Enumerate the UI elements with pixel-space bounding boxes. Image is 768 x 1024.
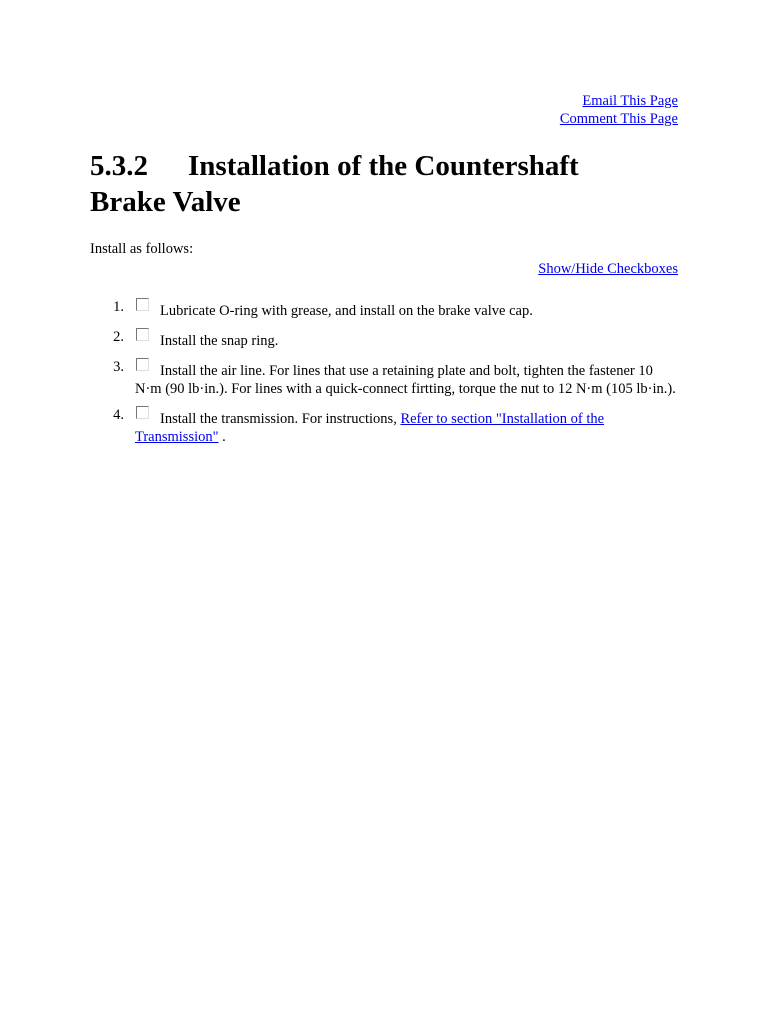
- installation-of-transmission-link[interactable]: Refer to section "Installation of the Transmission": [135, 411, 605, 445]
- step-text: Lubricate O-ring with grease, and install on the brake valve cap.: [160, 303, 533, 319]
- step-text: Install the snap ring.: [160, 333, 279, 349]
- section-title-line2: Brake Valve: [90, 186, 241, 218]
- step-number: 1.: [113, 299, 124, 315]
- email-page-link[interactable]: Email This Page: [582, 93, 678, 109]
- step-checkbox[interactable]: [136, 328, 149, 341]
- step-text: Install the air line. For lines that use a retaining plate and bolt, tighten the fastener 10 N·m (90 lb·in.). For lines with a quick-connect firtting, torque the nut to 12 N·m (105 lb·in.).: [135, 363, 676, 397]
- section-number: 5.3.2: [90, 150, 148, 182]
- list-item: [90, 328, 678, 350]
- comment-page-link[interactable]: Comment This Page: [559, 111, 678, 127]
- show-hide-checkboxes-link[interactable]: Show/Hide Checkboxes: [538, 261, 678, 277]
- step-checkbox[interactable]: [136, 406, 149, 419]
- step-checkbox[interactable]: [136, 298, 149, 311]
- step-text-after: .: [218, 429, 226, 445]
- step-checkbox[interactable]: [136, 358, 149, 371]
- list-item: [90, 358, 678, 398]
- show-hide-row: [90, 260, 678, 278]
- step-number: 4.: [113, 407, 124, 423]
- step-text: Install the transmission. For instructions,: [160, 411, 401, 427]
- section-title-line1: Installation of the Countershaft: [188, 150, 579, 182]
- list-item: [90, 298, 678, 320]
- steps-list: [90, 298, 678, 446]
- step-number: 3.: [113, 359, 124, 375]
- section-heading: [90, 148, 678, 220]
- list-item: [90, 406, 678, 446]
- page-actions: [90, 92, 678, 128]
- intro-text: Install as follows:: [90, 241, 194, 257]
- step-number: 2.: [113, 329, 124, 345]
- document-page: [90, 92, 678, 454]
